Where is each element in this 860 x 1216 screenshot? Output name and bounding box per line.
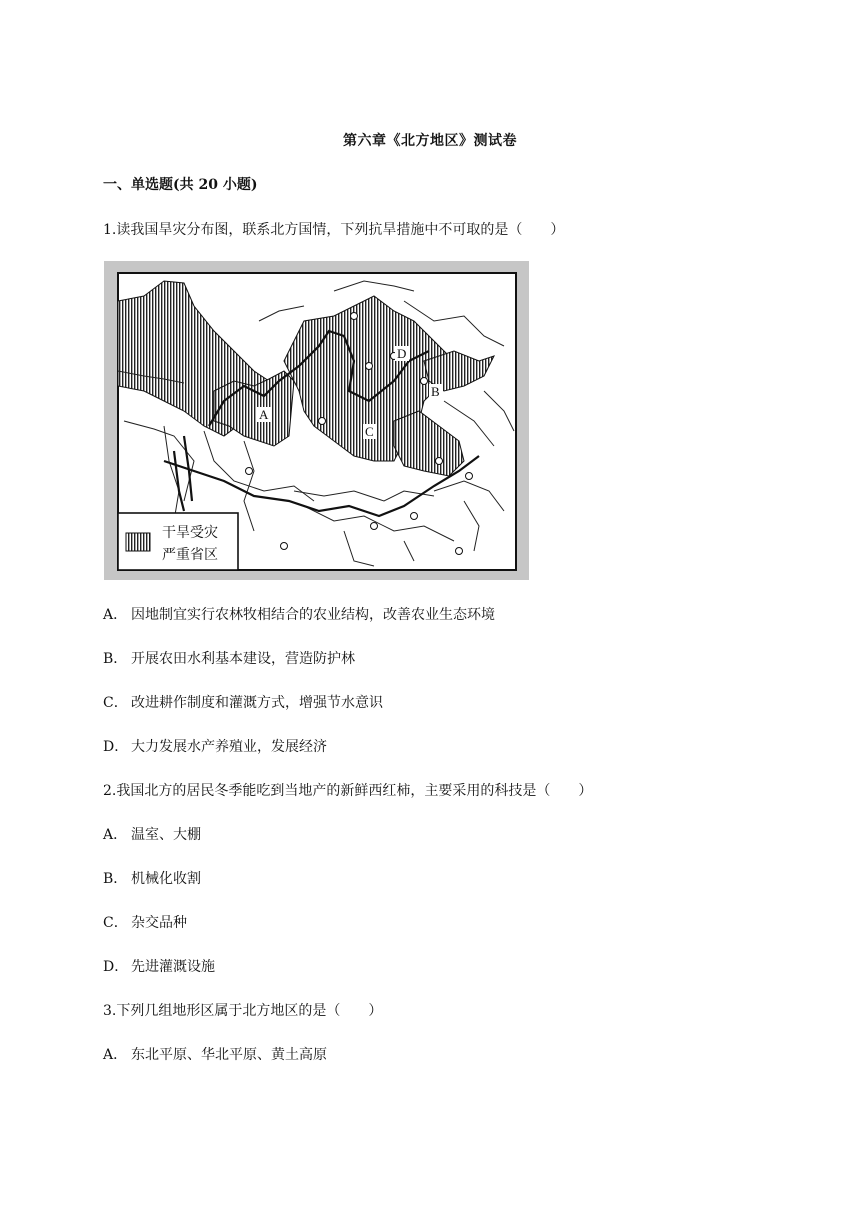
question-2-option-a <box>103 824 201 844</box>
option-text: 机械化收割 <box>131 871 201 887</box>
option-letter: B． <box>103 651 128 667</box>
option-text: 大力发展水产养殖业，发展经济 <box>131 739 327 755</box>
option-text: 先进灌溉设施 <box>131 959 215 975</box>
option-letter: B． <box>103 871 128 887</box>
option-letter: A． <box>103 1047 128 1063</box>
question-3-stem: 3.下列几组地形区属于北方地区的是（ ） <box>103 1003 383 1019</box>
question-1-option-d <box>103 736 327 756</box>
option-text: 杂交品种 <box>131 915 187 931</box>
option-letter: D． <box>103 739 129 755</box>
document-title: 第六章《北方地区》测试卷 <box>343 133 517 149</box>
section-heading: 一、单选题(共 20 小题) <box>103 177 258 193</box>
option-text: 东北平原、华北平原、黄土高原 <box>131 1047 327 1063</box>
legend-text-line1: 干旱受灾 <box>162 525 218 541</box>
question-1-option-a <box>103 604 495 624</box>
legend-text-line2: 严重省区 <box>162 547 218 563</box>
question-1-option-b <box>103 648 355 668</box>
question-1-option-c <box>103 692 383 712</box>
question-2-stem: 2.我国北方的居民冬季能吃到当地产的新鲜西红柿，主要采用的科技是（ ） <box>103 783 593 799</box>
option-letter: D． <box>103 959 129 975</box>
map-label-c: C <box>365 424 374 439</box>
option-text: 因地制宜实行农林牧相结合的农业结构，改善农业生态环境 <box>131 607 495 623</box>
question-1-stem: 1.读我国旱灾分布图，联系北方国情，下列抗旱措施中不可取的是（ ） <box>103 222 565 238</box>
option-letter: C． <box>103 915 128 931</box>
option-text: 改进耕作制度和灌溉方式，增强节水意识 <box>131 695 383 711</box>
map-label-b: B <box>431 384 440 399</box>
question-2-option-d <box>103 956 215 976</box>
drought-distribution-map <box>104 261 529 580</box>
question-3-option-a <box>103 1044 327 1064</box>
option-letter: A． <box>103 607 128 623</box>
option-letter: A． <box>103 827 128 843</box>
map-legend <box>118 513 238 570</box>
map-label-a: A <box>259 407 269 422</box>
option-text: 开展农田水利基本建设，营造防护林 <box>131 651 355 667</box>
map-label-d: D <box>397 346 407 361</box>
option-text: 温室、大棚 <box>131 827 201 843</box>
question-2-option-b <box>103 868 201 888</box>
option-letter: C． <box>103 695 128 711</box>
question-2-option-c <box>103 912 187 932</box>
